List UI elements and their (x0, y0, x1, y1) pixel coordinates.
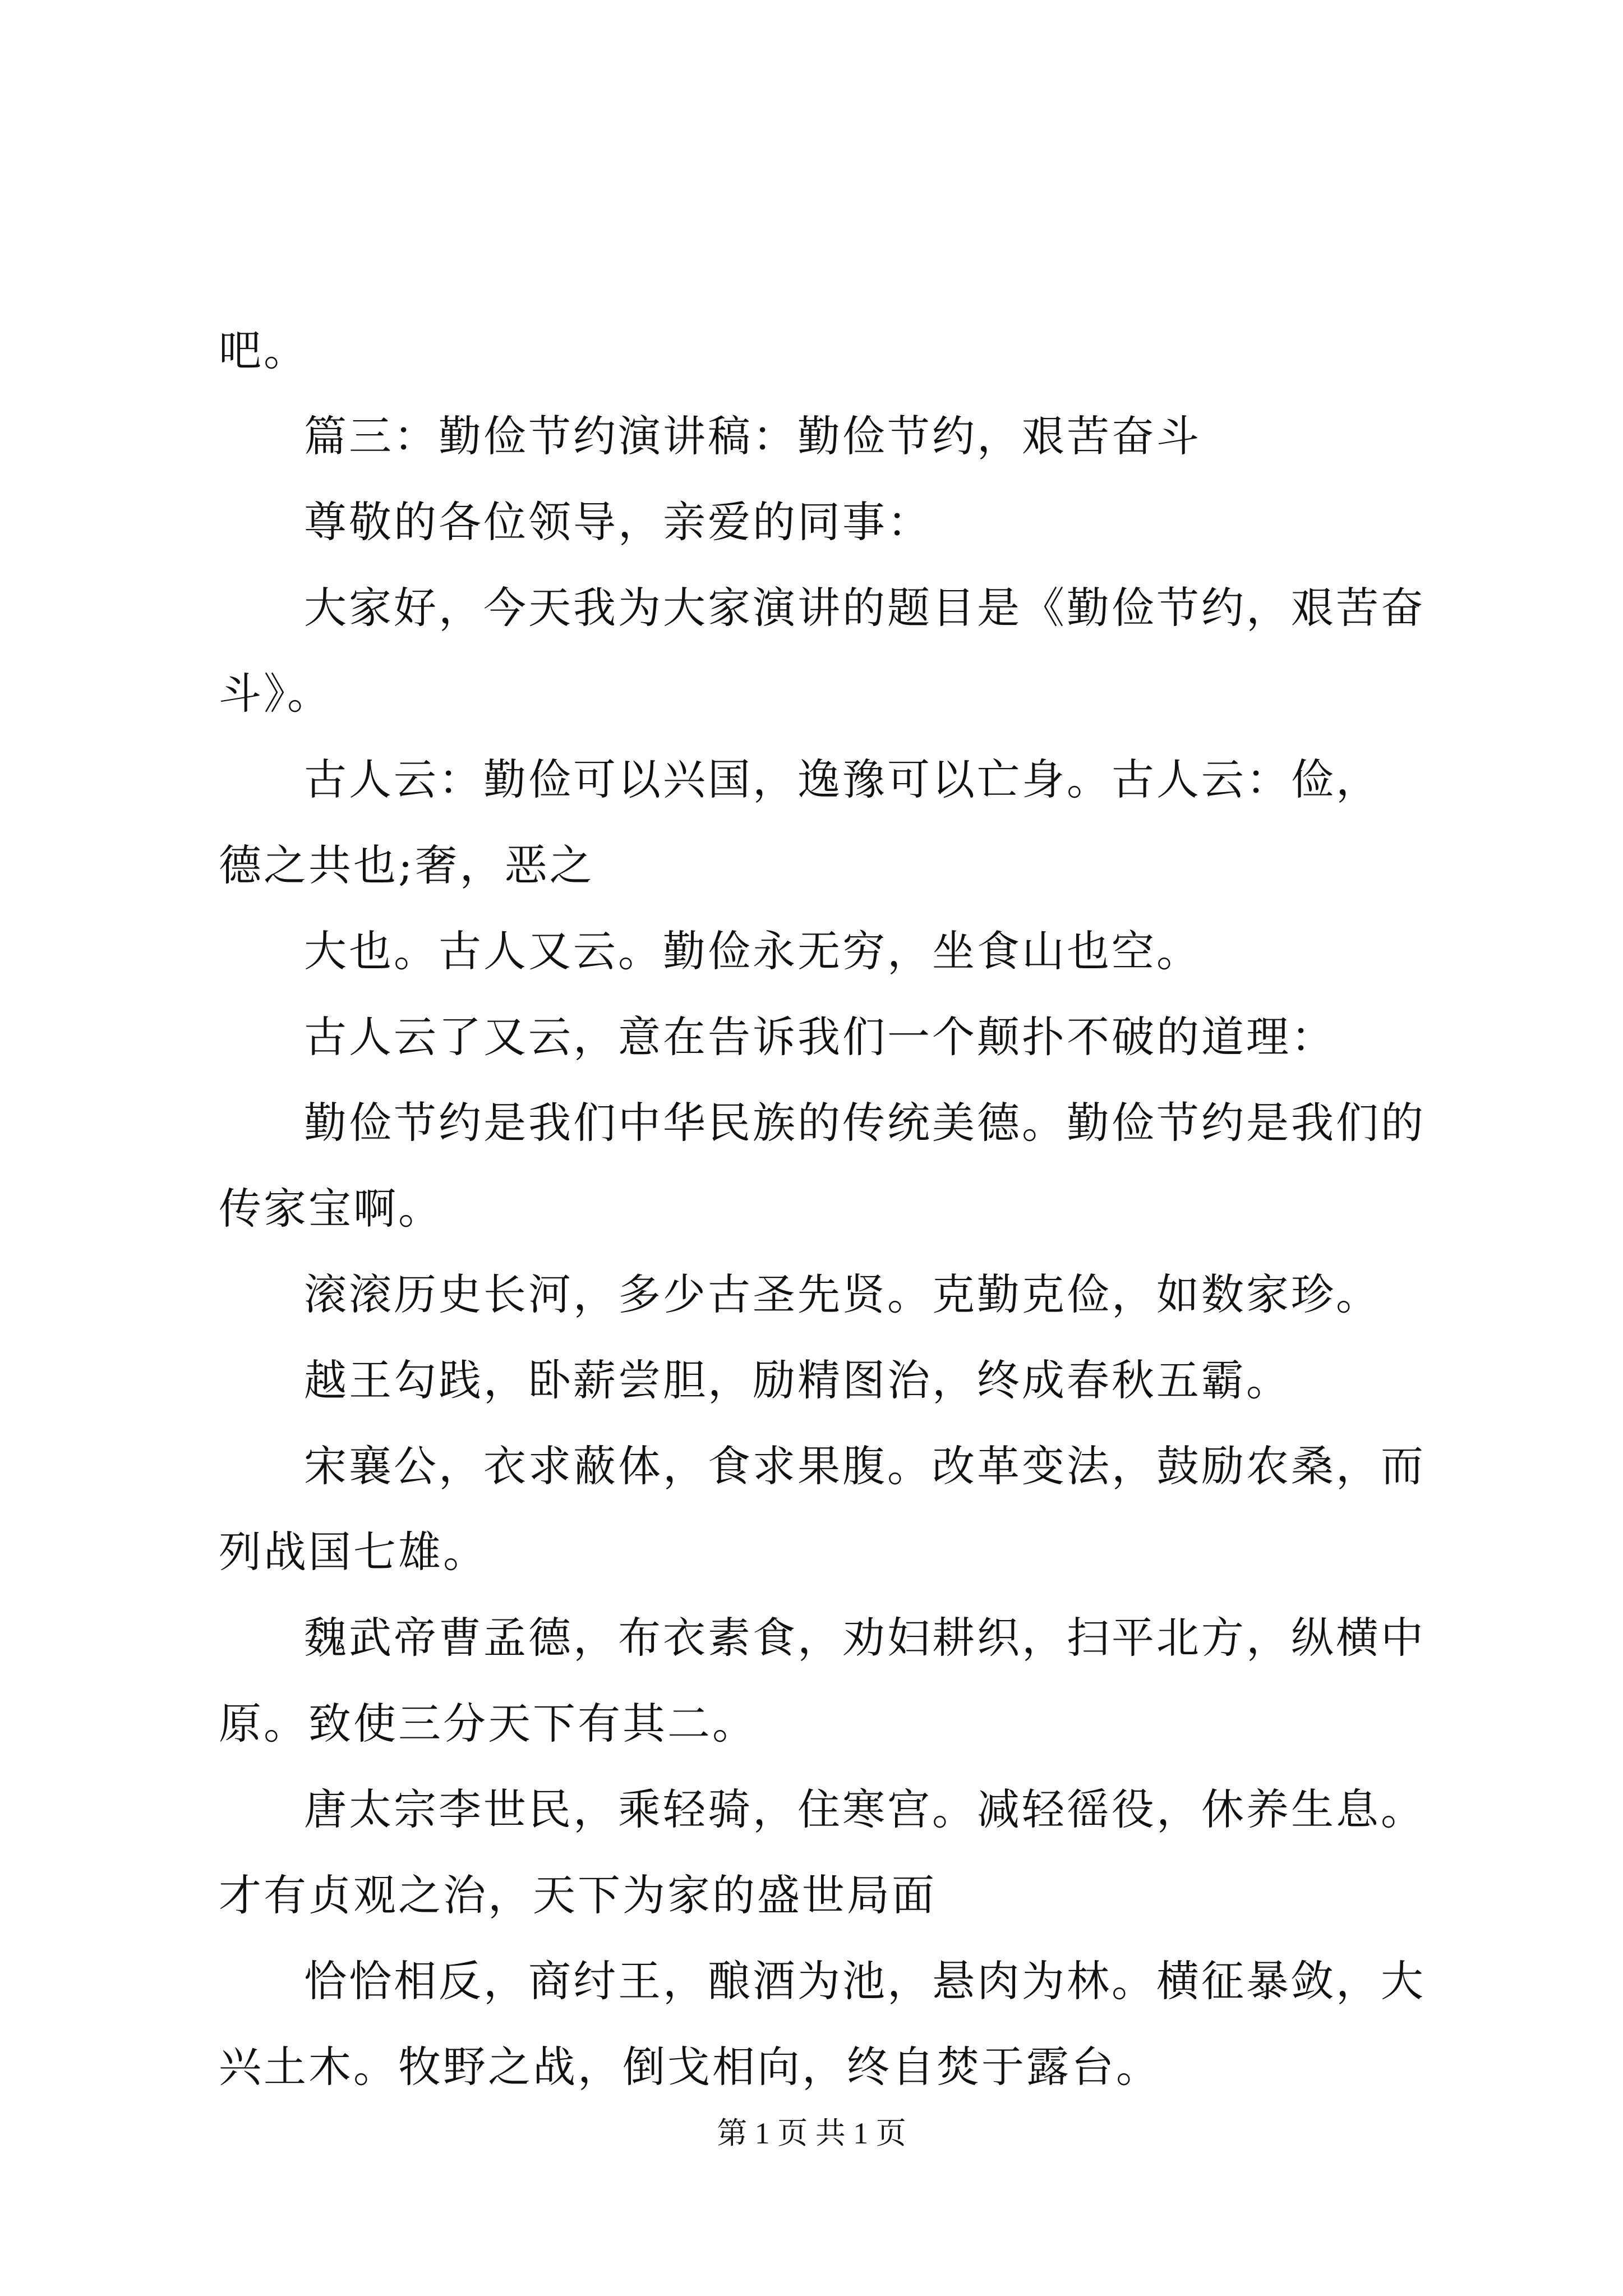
paragraph: 魏武帝曹孟德，布衣素食，劝妇耕织，扫平北方，纵横中原。致使三分天下有其二。 (219, 1613, 1426, 1749)
paragraph: 古人云：勤俭可以兴国，逸豫可以亡身。古人云：俭，德之共也;奢，恶之 (219, 754, 1381, 890)
paragraph: 大也。古人又云。勤俭永无穷，坐食山也空。 (304, 926, 1201, 976)
paragraph: 宋襄公，衣求蔽体，食求果腹。改革变法，鼓励农桑，而列战国七雄。 (219, 1441, 1426, 1577)
paragraph: 古人云了又云，意在告诉我们一个颠扑不破的道理： (304, 1012, 1336, 1062)
page-footer: 第 1 页 共 1 页 (717, 2116, 906, 2150)
paragraph-heading: 篇三：勤俭节约演讲稿：勤俭节约，艰苦奋斗 (304, 411, 1201, 461)
paragraph: 唐太宗李世民，乘轻骑，住寒宫。减轻徭役，休养生息。才有贞观之治，天下为家的盛世局面 (219, 1784, 1426, 1920)
paragraph: 越王勾践，卧薪尝胆，励精图治，终成春秋五霸。 (304, 1355, 1291, 1405)
paragraph: 恰恰相反，商纣王，酿酒为池，悬肉为林。横征暴敛，大兴土木。牧野之战，倒戈相向，终自焚于露台。 (219, 1956, 1426, 2092)
paragraph-salutation: 尊敬的各位领导，亲爱的同事： (304, 497, 932, 547)
paragraph: 吧。 (219, 325, 308, 375)
paragraph: 大家好，今天我为大家演讲的题目是《勤俭节约，艰苦奋斗》。 (219, 583, 1426, 719)
paragraph: 勤俭节约是我们中华民族的传统美德。勤俭节约是我们的传家宝啊。 (219, 1098, 1426, 1234)
document-body (219, 307, 1436, 2110)
paragraph: 滚滚历史长河，多少古圣先贤。克勤克俭，如数家珍。 (304, 1269, 1381, 1319)
